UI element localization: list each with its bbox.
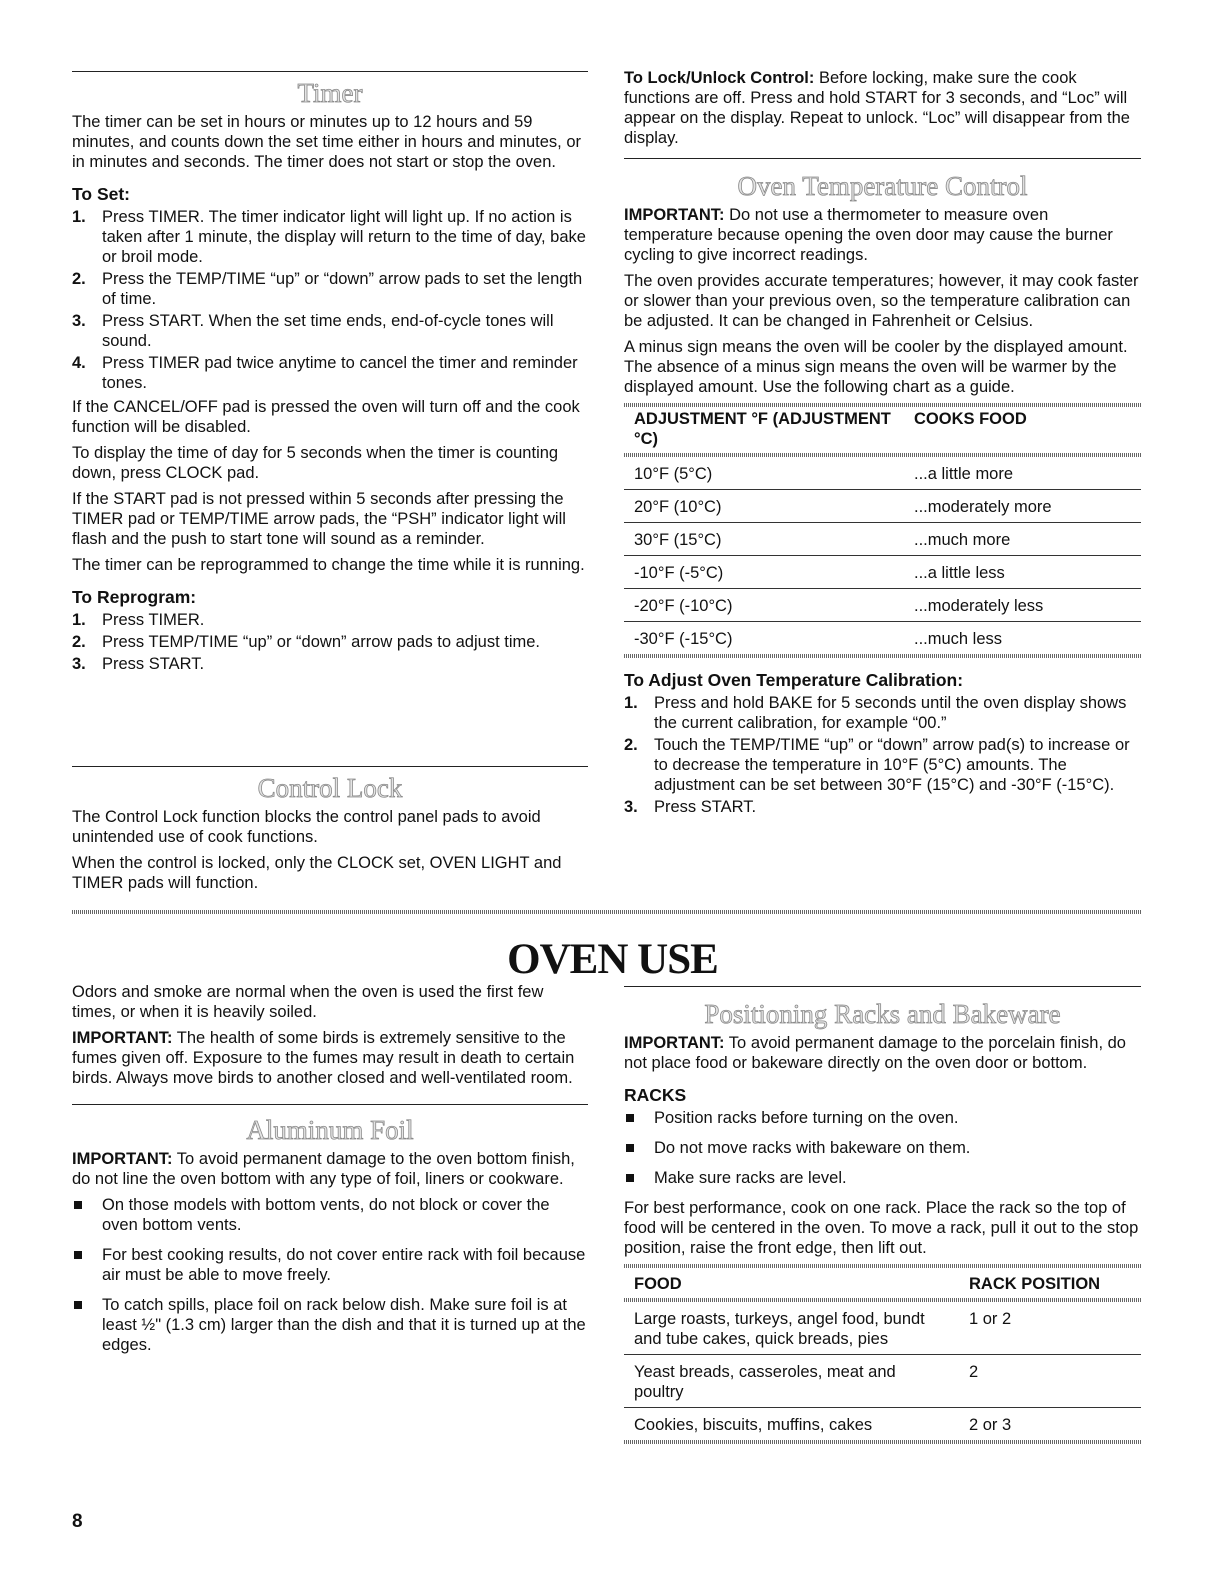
bullet-icon bbox=[626, 1174, 634, 1182]
list-item: To catch spills, place foil on rack below dish. Make sure foil is at least ½" (1.3 cm) larger than the dish and that it is turned up at the edges. bbox=[72, 1295, 588, 1355]
timer-paragraph: If the START pad is not pressed within 5 seconds after pressing the TIMER pad or TEMP/TIME arrow pads, the “PSH” indicator light will flash and the push to start tone will sound as a reminder. bbox=[72, 490, 566, 548]
table-header: ADJUSTMENT °F (ADJUSTMENT °C) bbox=[634, 410, 891, 448]
table-row: 20°F (10°C) ...moderately more bbox=[624, 490, 1141, 523]
section-rule bbox=[72, 766, 588, 767]
right-column-bottom bbox=[624, 986, 1141, 1444]
control-lock-paragraph: When the control is locked, only the CLOCK set, OVEN LIGHT and TIMER pads will function. bbox=[72, 854, 562, 892]
control-lock-title: Control Lock bbox=[257, 773, 403, 803]
reprogram-steps bbox=[72, 610, 588, 674]
positioning-racks-title: Positioning Racks and Bakeware bbox=[704, 999, 1061, 1029]
list-item: Do not move racks with bakeware on them. bbox=[624, 1138, 1141, 1158]
table-row: Large roasts, turkeys, angel food, bundt and tube cakes, quick breads, pies 1 or 2 bbox=[624, 1302, 1141, 1355]
adjust-calibration-heading: To Adjust Oven Temperature Calibration: bbox=[624, 670, 964, 690]
list-item: 3. Press START. bbox=[624, 798, 757, 816]
to-set-steps bbox=[72, 207, 588, 393]
oven-temp-paragraph: The oven provides accurate temperatures; however, it may cook faster or slower than your previous oven, so the temperature calibration can be adjusted. It can be changed in Fahrenheit or Celsius. bbox=[624, 272, 1139, 330]
list-item: 2. Press the TEMP/TIME “up” or “down” arrow pads to set the length of time. bbox=[72, 270, 583, 308]
oven-use-intro: Odors and smoke are normal when the oven is used the first few times, or when it is heavily soiled. bbox=[72, 983, 544, 1021]
list-item: 2. Touch the TEMP/TIME “up” or “down” arrow pad(s) to increase or to decrease the temperature in 10°F (5°C) amounts. The adjustment can be set between 30°F (15°C) and -30°F (-15°C). bbox=[624, 736, 1130, 794]
table-row: -20°F (-10°C) ...moderately less bbox=[624, 589, 1141, 622]
table-row: Yeast breads, casseroles, meat and poultry 2 bbox=[624, 1355, 1141, 1408]
table-row: 30°F (15°C) ...much more bbox=[624, 523, 1141, 556]
page-number: 8 bbox=[72, 1511, 83, 1532]
list-item: Position racks before turning on the oven. bbox=[624, 1108, 1141, 1128]
list-item: 3. Press START. bbox=[72, 655, 205, 673]
section-rule bbox=[72, 1104, 588, 1105]
calibration-table bbox=[624, 407, 1141, 654]
table-bottom-border bbox=[624, 654, 1141, 658]
bullet-icon bbox=[74, 1301, 82, 1309]
bullet-icon bbox=[74, 1251, 82, 1259]
table-header: FOOD bbox=[634, 1275, 682, 1293]
bullet-icon bbox=[626, 1144, 634, 1152]
lock-unlock-paragraph: To Lock/Unlock Control: Before locking, make sure the cook functions are off. Press and hold START for 3 seconds, and “Loc” will appear on the display. Repeat to unlock. “Loc” will disappear from the display. bbox=[624, 69, 1130, 147]
list-item: Make sure racks are level. bbox=[624, 1168, 1141, 1188]
section-rule bbox=[624, 158, 1141, 159]
table-row: -10°F (-5°C) ...a little less bbox=[624, 556, 1141, 589]
aluminum-foil-title: Aluminum Foil bbox=[246, 1115, 414, 1145]
list-item: 2. Press TEMP/TIME “up” or “down” arrow pads to adjust time. bbox=[72, 633, 540, 651]
table-header: RACK POSITION bbox=[969, 1275, 1101, 1293]
rack-position-table bbox=[624, 1268, 1141, 1440]
racks-paragraph: For best performance, cook on one rack. Place the rack so the top of food will be centered in the oven. To move a rack, pull it out to the stop position, raise the front edge, then lift out. bbox=[624, 1199, 1139, 1257]
bullet-icon bbox=[626, 1114, 634, 1122]
control-lock-paragraph: The Control Lock function blocks the control panel pads to avoid unintended use of cook functions. bbox=[72, 808, 541, 846]
section-divider bbox=[72, 910, 1141, 914]
list-item: 1. Press and hold BAKE for 5 seconds until the oven display shows the current calibration, for example “00.” bbox=[624, 694, 1127, 732]
list-item: 3. Press START. When the set time ends, end-of-cycle tones will sound. bbox=[72, 312, 554, 350]
right-column-top bbox=[624, 68, 1141, 821]
section-rule bbox=[624, 986, 1141, 987]
adjust-calibration-steps bbox=[624, 693, 1141, 817]
oven-temp-title: Oven Temperature Control bbox=[737, 171, 1028, 201]
oven-temp-important: IMPORTANT: Do not use a thermometer to measure oven temperature because opening the oven door may cause the burner cycling to give incorrect readings. bbox=[624, 206, 1113, 264]
table-row: 10°F (5°C) ...a little more bbox=[624, 457, 1141, 490]
left-column-bottom bbox=[72, 982, 588, 1365]
timer-paragraph: If the CANCEL/OFF pad is pressed the oven will turn off and the cook function will be disabled. bbox=[72, 398, 580, 436]
timer-paragraph: To display the time of day for 5 seconds when the timer is counting down, press CLOCK pad. bbox=[72, 444, 559, 482]
table-row: Cookies, biscuits, muffins, cakes 2 or 3 bbox=[634, 1416, 1012, 1434]
racks-important: IMPORTANT: To avoid permanent damage to the porcelain finish, do not place food or bakeware directly on the oven door or bottom. bbox=[624, 1034, 1126, 1072]
oven-temp-paragraph: A minus sign means the oven will be cooler by the displayed amount. The absence of a minus sign means the oven will be warmer by the displayed amount. Use the following chart as a guide. bbox=[624, 338, 1128, 396]
list-item: For best cooking results, do not cover entire rack with foil because air must be able to move freely. bbox=[72, 1245, 588, 1285]
section-rule bbox=[72, 71, 588, 72]
left-column-top bbox=[72, 71, 588, 678]
aluminum-foil-important: IMPORTANT: To avoid permanent damage to the oven bottom finish, do not line the oven bottom with any type of foil, liners or cookware. bbox=[72, 1150, 575, 1188]
timer-title: Timer bbox=[297, 78, 363, 108]
timer-intro: The timer can be set in hours or minutes up to 12 hours and 59 minutes, and counts down the set time either in hours and minutes, or in minutes and seconds. The timer does not start or stop the oven. bbox=[72, 113, 582, 171]
list-item: 1. Press TIMER. bbox=[72, 611, 205, 629]
list-item: On those models with bottom vents, do not block or cover the oven bottom vents. bbox=[72, 1195, 588, 1235]
list-item: 1. Press TIMER. The timer indicator light will light up. If no action is taken after 1 minute, the display will return to the time of day, bake or broil mode. bbox=[72, 208, 586, 266]
bullet-icon bbox=[74, 1201, 82, 1209]
table-bottom-border bbox=[624, 1440, 1141, 1444]
timer-paragraph: The timer can be reprogrammed to change the time while it is running. bbox=[72, 556, 585, 574]
oven-use-important: IMPORTANT: The health of some birds is extremely sensitive to the fumes given off. Exposure to the fumes may result in death to certain birds. Always move birds to another closed and well-ventilated room. bbox=[72, 1029, 575, 1087]
aluminum-foil-bullets bbox=[72, 1195, 588, 1355]
reprogram-heading: To Reprogram: bbox=[72, 587, 197, 607]
list-item: 4. Press TIMER pad twice anytime to cancel the timer and reminder tones. bbox=[72, 354, 578, 392]
racks-bullets bbox=[624, 1108, 1141, 1188]
left-column-control-lock bbox=[72, 766, 588, 899]
racks-heading: RACKS bbox=[624, 1085, 687, 1105]
to-set-heading: To Set: bbox=[72, 184, 131, 204]
table-row: -30°F (-15°C) ...much less bbox=[634, 630, 1003, 648]
table-header: COOKS FOOD bbox=[914, 410, 1027, 428]
oven-use-title: OVEN USE bbox=[507, 936, 718, 983]
